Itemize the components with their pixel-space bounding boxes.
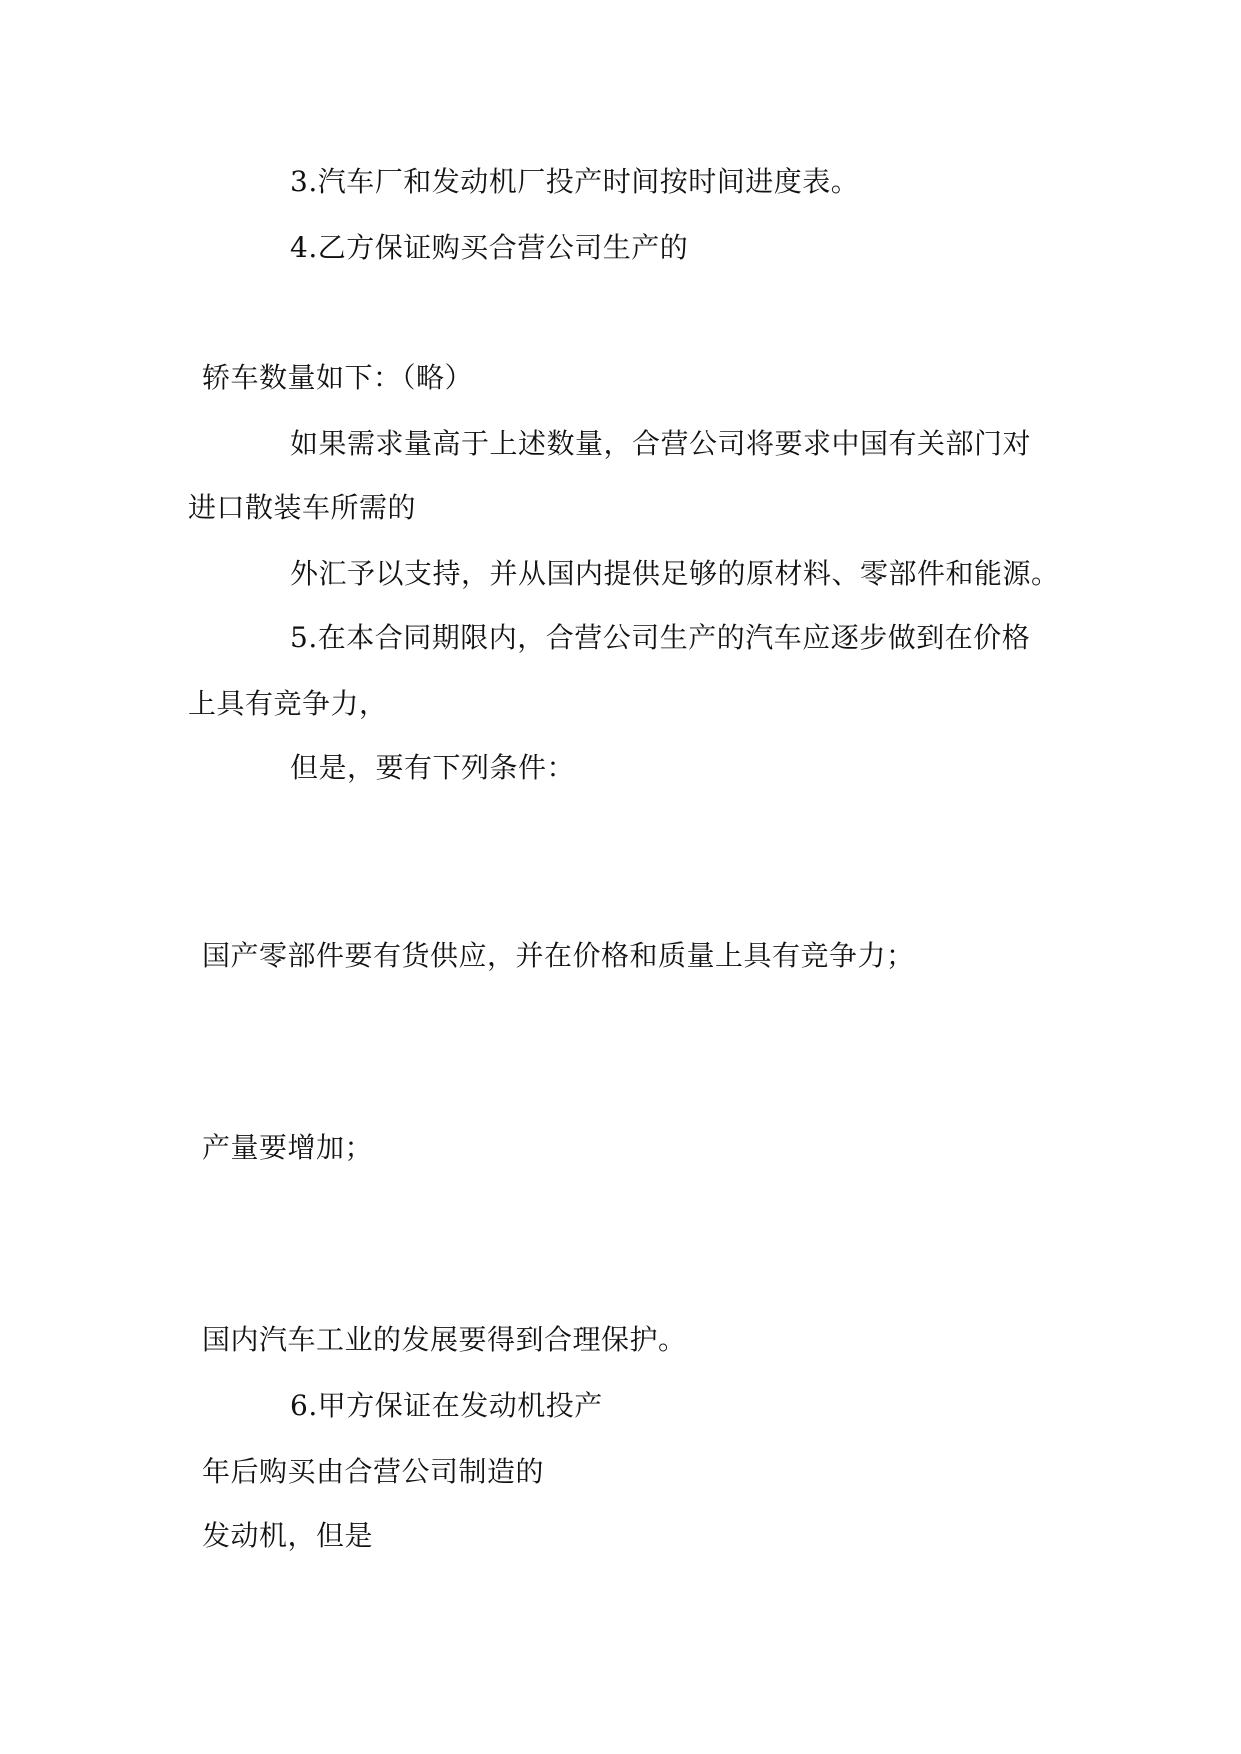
foreign-exchange-text: 外汇予以支持，并从国内提供足够的原材料、零部件和能源。 (290, 557, 1060, 590)
clause-5-line-1: 5.在本合同期限内，合营公司生产的汽车应逐步做到在价格 (290, 621, 1031, 654)
clause-6-line-3: 发动机，但是 (202, 1519, 374, 1552)
clause-5-line-2: 上具有竞争力， (188, 687, 388, 720)
sedan-quantity-text: 轿车数量如下：（略） (202, 361, 474, 394)
condition-parts-supply: 国产零部件要有货供应，并在价格和质量上具有竞争力； (202, 939, 915, 972)
demand-paragraph-line-1: 如果需求量高于上述数量，合营公司将要求中国有关部门对 (290, 427, 1032, 460)
clause-6-line-1: 6.甲方保证在发动机投产 (290, 1389, 603, 1422)
condition-output-increase: 产量要增加； (202, 1131, 374, 1164)
conditions-heading: 但是，要有下列条件： (290, 751, 576, 784)
demand-paragraph-line-2: 进口散装车所需的 (188, 491, 417, 524)
clause-3-text: 3.汽车厂和发动机厂投产时间按时间进度表。 (290, 165, 860, 198)
clause-6-line-2: 年后购买由合营公司制造的 (202, 1455, 545, 1488)
condition-industry-protection: 国内汽车工业的发展要得到合理保护。 (202, 1323, 687, 1356)
clause-4-text: 4.乙方保证购买合营公司生产的 (290, 231, 689, 264)
